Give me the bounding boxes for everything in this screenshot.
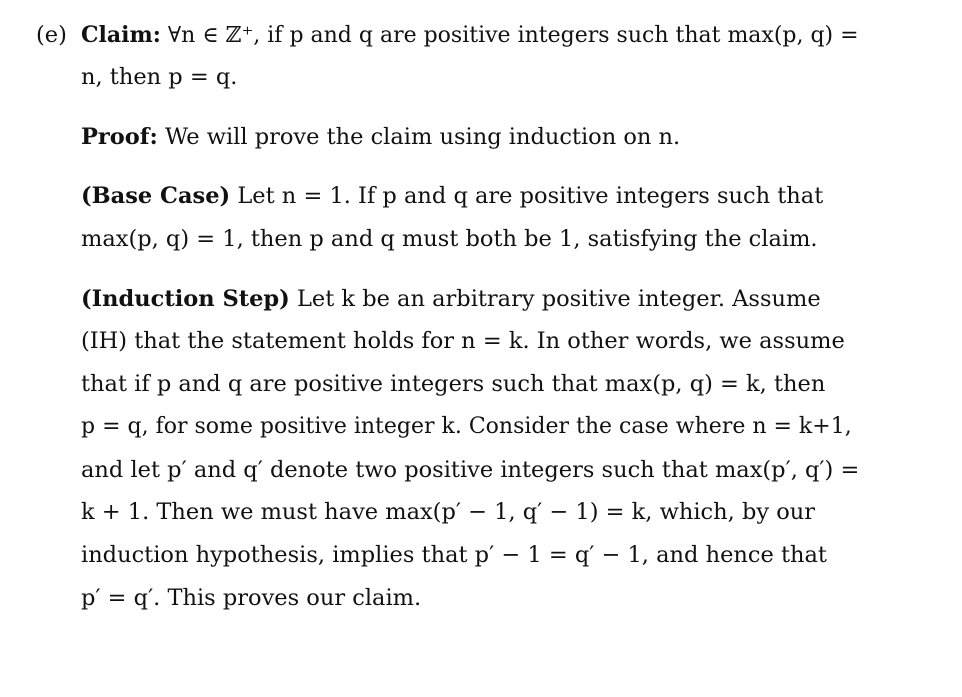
- base-case-line-1: [81, 181, 868, 211]
- induction-line-6: k + 1. Then we must have max(p′ − 1, q′ − 1) = k, which, by our: [81, 499, 816, 525]
- induction-heading: (Induction Step): [81, 286, 290, 312]
- induction-line-4: p = q, for some positive integer k. Consider the case where n = k+1,: [81, 414, 852, 439]
- induction-text-1: Let k be an arbitrary positive integer. Assume: [296, 286, 821, 312]
- induction-line-8: p′ = q′. This proves our claim.: [81, 585, 422, 611]
- claim-heading: Claim:: [81, 22, 161, 48]
- claim-text-1: ∀n ∈ ℤ⁺, if p and q are positive integers such that max(p, q) =: [167, 23, 859, 48]
- base-case-text-1: Let n = 1. If p and q are positive integers such that: [237, 183, 824, 209]
- base-case-line-2: max(p, q) = 1, then p and q must both be 1, satisfying the claim.: [81, 226, 818, 252]
- claim-line-1: [81, 20, 868, 51]
- item-label: (e): [36, 22, 67, 48]
- induction-line-1: [81, 284, 868, 314]
- induction-line-2: (IH) that the statement holds for n = k. In other words, we assume: [81, 328, 845, 354]
- proof-line: [81, 122, 868, 152]
- base-case-heading: (Base Case): [81, 183, 231, 209]
- proof-text: We will prove the claim using induction on n.: [164, 124, 681, 150]
- induction-line-5: and let p′ and q′ denote two positive integers such that max(p′, q′) =: [81, 457, 860, 483]
- proof-heading: Proof:: [81, 124, 158, 150]
- induction-line-7: induction hypothesis, implies that p′ − 1 = q′ − 1, and hence that: [81, 542, 827, 568]
- induction-line-3: that if p and q are positive integers such that max(p, q) = k, then: [81, 371, 826, 397]
- claim-line-2: n, then p = q.: [81, 64, 238, 90]
